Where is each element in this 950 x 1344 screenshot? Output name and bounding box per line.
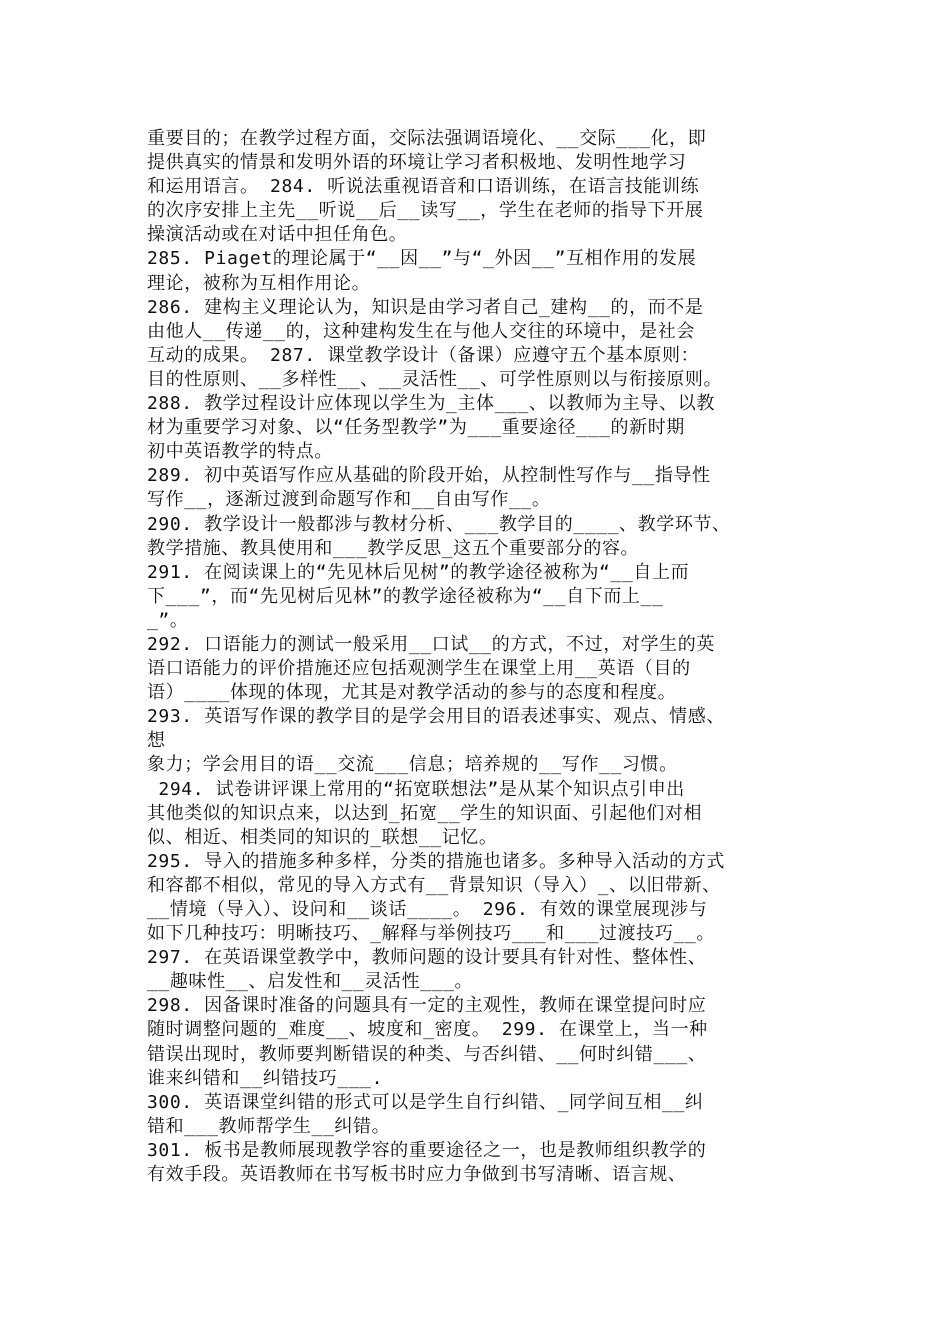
text-line: 目的性原则、__多样性__、__灵活性__、可学性原则以与衔接原则。 [147, 368, 723, 390]
text-line: 谁来纠错和__纠错技巧___. [147, 1067, 384, 1089]
text-line: 初中英语教学的特点。 [147, 441, 333, 463]
text-line: __情境（导入）、设问和__谈话____。 296. 有效的课堂展现涉与 [147, 899, 708, 920]
text-line: 提供真实的情景和发明外语的环境让学习者积极地、发明性地学习 [147, 152, 687, 174]
text-line: 随时调整问题的_难度__、坡度和_密度。 299. 在课堂上，当一种 [147, 1019, 708, 1041]
text-line: 写作__，逐渐过渡到命题写作和__自由写作__。 [147, 489, 551, 511]
text-line: 材为重要学习对象、以“任务型教学”为___重要途径___的新时期 [147, 417, 685, 439]
text-line: 286. 建构主义理论认为，知识是由学习者自己_建构__的，而不是 [147, 296, 704, 318]
text-line: 似、相近、相类同的知识的_联想__记忆。 [147, 826, 498, 848]
text-line: 295. 导入的措施多种多样，分类的措施也诸多。多种导入活动的方式 [147, 850, 725, 872]
text-line: __趣味性__、启发性和__灵活性___。 [147, 971, 474, 993]
text-line: 重要目的；在教学过程方面，交际法强调语境化、__交际___化，即 [147, 128, 707, 149]
text-line: 语）____体现的体现，尤其是对教学活动的参与的态度和程度。 [147, 682, 677, 704]
text-line: 教学措施、教具使用和___教学反思_这五个重要部分的容。 [147, 537, 640, 559]
text-line: 285. Piaget的理论属于“__因__”与“_外因__”互相作用的发展 [147, 248, 697, 270]
text-line: 如下几种技巧：明晰技巧、_解释与举例技巧___和___过渡技巧__。 [147, 923, 715, 945]
text-line: 292. 口语能力的测试一般采用__口试__的方式，不过，对学生的英 [147, 633, 715, 655]
text-line: 由他人__传递__的，这种建构发生在与他人交往的环境中，是社会 [147, 320, 695, 342]
text-line: 和运用语言。 284. 听说法重视语音和口语训练，在语言技能训练 [147, 176, 700, 198]
text-line: 理论，被称为互相作用论。 [147, 272, 371, 294]
text-line: 288. 教学过程设计应体现以学生为_主体___、以教师为主导、以教 [147, 393, 715, 415]
text-line: 和容都不相似，常见的导入方式有__背景知识（导入）_、以旧带新、 [147, 874, 721, 896]
text-line: 290. 教学设计一般都涉与教材分析、___教学目的____、教学环节、 [147, 513, 731, 535]
text-line: 的次序安排上主先__听说__后__读写__，学生在老师的指导下开展 [147, 200, 704, 222]
text-line: 语口语能力的评价措施还应包括观测学生在课堂上用__英语（目的 [147, 658, 691, 680]
text-line: 操演活动或在对话中担任角色。 [147, 224, 408, 246]
text-line: 289. 初中英语写作应从基础的阶段开始，从控制性写作与__指导性 [147, 465, 711, 487]
text-line: 293. 英语写作课的教学目的是学会用目的语表述事实、观点、情感、 [147, 706, 725, 728]
text-line: 想 [147, 730, 166, 752]
text-line: 错和___教师帮学生__纠错。 [147, 1115, 391, 1137]
text-line: _”。 [147, 609, 189, 631]
text-line: 300. 英语课堂纠错的形式可以是学生自行纠错、_同学间互相__纠 [147, 1091, 704, 1113]
text-line: 298. 因备课时准备的问题具有一定的主观性，教师在课堂提问时应 [147, 995, 707, 1017]
text-line: 错误出现时，教师要判断错误的种类、与否纠错、__何时纠错___、 [147, 1043, 707, 1065]
text-line: 297. 在英语课堂教学中，教师问题的设计要具有针对性、整体性、 [147, 947, 707, 969]
document-body [147, 127, 819, 1187]
text-line: 互动的成果。 287. 课堂教学设计（备课）应遵守五个基本原则： [147, 344, 700, 366]
text-line: 象力；学会用目的语__交流___信息；培养规的__写作__习惯。 [147, 754, 678, 776]
text-line: 291. 在阅读课上的“先见林后见树”的教学途径被称为“__自上而 [147, 561, 690, 583]
text-line: 下___”，而“先见树后见林”的教学途径被称为“__自下而上__ [147, 585, 664, 607]
text-line: 294. 试卷讲评课上常用的“拓宽联想法”是从某个知识点引申出 [147, 778, 685, 800]
text-line: 301. 板书是教师展现教学容的重要途径之一，也是教师组织教学的 [147, 1139, 707, 1161]
text-line: 有效手段。英语教师在书写板书时应力争做到书写清晰、语言规、 [147, 1164, 687, 1186]
text-line: 其他类似的知识点来，以达到_拓宽__学生的知识面、引起他们对相 [147, 802, 703, 824]
